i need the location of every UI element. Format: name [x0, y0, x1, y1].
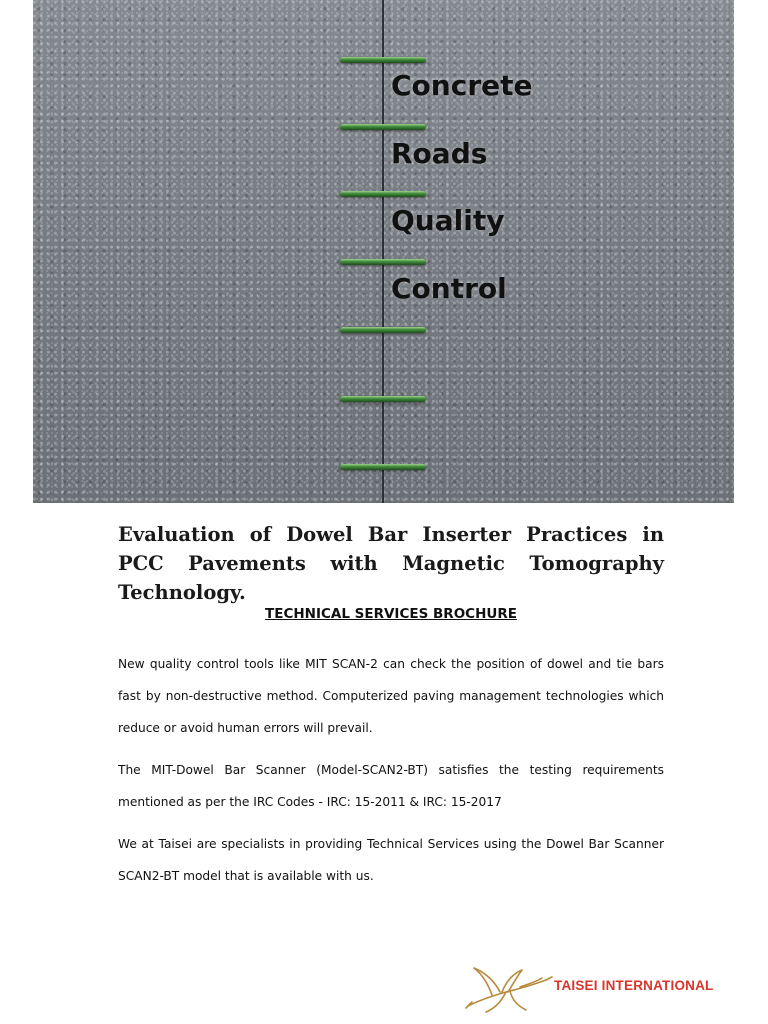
pavement-joint-line [382, 0, 384, 503]
cover-title-line: Roads [391, 137, 488, 170]
body-paragraph: The MIT-Dowel Bar Scanner (Model-SCAN2-BT) satisfies the testing requirements mentioned as per the IRC Codes - IRC: 15-2011 & IRC: 15-2017 [118, 763, 664, 809]
crane-bird-icon [462, 962, 554, 1016]
dowel-bar [340, 57, 426, 63]
logo-text: TAISEI INTERNATIONAL [554, 978, 714, 993]
document-subtitle: TECHNICAL SERVICES BROCHURE [265, 606, 517, 622]
dowel-bar [340, 191, 426, 197]
body-paragraph: We at Taisei are specialists in providing Technical Services using the Dowel Bar Scanner SCAN2-BT model that is available with us. [118, 837, 664, 883]
dowel-bar [340, 327, 426, 333]
cover-image [33, 0, 734, 503]
cover-title-line: Concrete [391, 69, 533, 102]
dowel-bar [340, 464, 426, 470]
cover-title-line: Quality [391, 204, 505, 237]
body-paragraph: New quality control tools like MIT SCAN-2 can check the position of dowel and tie bars fast by non-destructive method. Computerized paving management technologies which reduce or avoid human errors will prevail. [118, 657, 664, 735]
company-logo [462, 962, 722, 1016]
dowel-bar [340, 124, 426, 130]
dowel-bar [340, 259, 426, 265]
document-title: Evaluation of Dowel Bar Inserter Practices in PCC Pavements with Magnetic Tomography Technology. [118, 523, 664, 604]
dowel-bar [340, 396, 426, 402]
cover-title-line: Control [391, 272, 507, 305]
